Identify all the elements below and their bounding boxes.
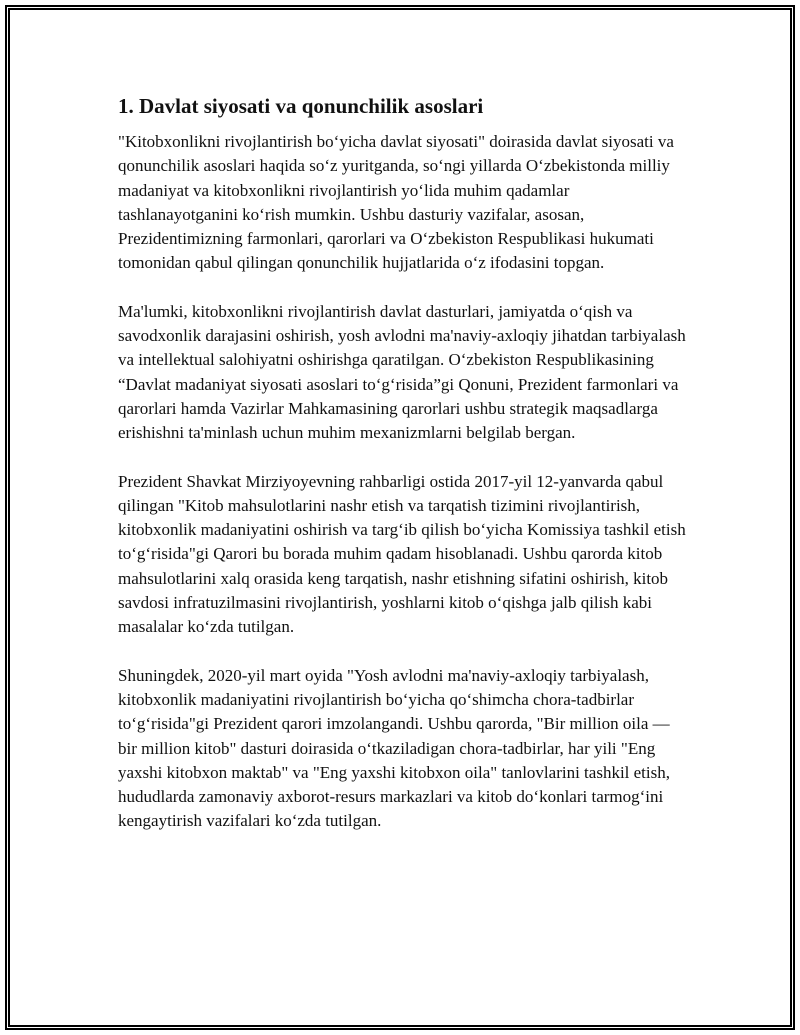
document-body <box>118 93 688 858</box>
section-heading: 1. Davlat siyosati va qonunchilik asoslari <box>118 94 484 118</box>
paragraph-2: Ma'lumki, kitobxonlikni rivojlantirish davlat dasturlari, jamiyatda o‘qish va savodxonlik darajasini oshirish, yosh avlodni ma'naviy-axloqiy jihatdan tarbiyalash va intellektual salohiyatni oshirishga qaratilgan. O‘zbekiston Respublikasining “Davlat madaniyat siyosati asoslari to‘g‘risida”gi Qonuni, Prezident farmonlari va qarorlari hamda Vazirlar Mahkamasining qarorlari ushbu strategik maqsadlarga erishishni ta'minlash uchun muhim mexanizmlarni belgilab bergan. <box>118 301 686 443</box>
paragraph-3: Prezident Shavkat Mirziyoyevning rahbarligi ostida 2017-yil 12-yanvarda qabul qilingan "Kitob mahsulotlarini nashr etish va tarqatish tizimini rivojlantirish, kitobxonlik madaniyatini oshirish va targ‘ib qilish bo‘yicha Komissiya tashkil etish to‘g‘risida"gi Qarori bu borada muhim qadam hisoblanadi. Ushbu qarorda kitob mahsulotlarini xalq orasida keng tarqatish, nashr etishning sifatini oshirish, kitob savdosi infratuzilmasini rivojlantirish, yoshlarni kitob o‘qishga jalb qilish kabi masalalar ko‘zda tutilgan. <box>118 471 686 637</box>
paragraph-4: Shuningdek, 2020-yil mart oyida "Yosh avlodni ma'naviy-axloqiy tarbiyalash, kitobxonlik madaniyatini rivojlantirish bo‘yicha qo‘shimcha chora-tadbirlar to‘g‘risida"gi Prezident qarori imzolangandi. Ushbu qarorda, "Bir million oila — bir million kitob" dasturi doirasida o‘tkaziladigan chora-tadbirlar, har yili "Eng yaxshi kitobxon maktab" va "Eng yaxshi kitobxon oila" tanlovlarini tashkil etish, hududlarda zamonaviy axborot-resurs markazlari va kitob do‘konlari tarmog‘ini kengaytirish vazifalari ko‘zda tutilgan. <box>118 665 670 831</box>
paragraph-1: "Kitobxonlikni rivojlantirish bo‘yicha davlat siyosati" doirasida davlat siyosati va qonunchilik asoslari haqida so‘z yuritganda, so‘ngi yillarda O‘zbekistonda milliy madaniyat va kitobxonlikni rivojlantirish yo‘lida muhim qadamlar tashlanayotganini ko‘rish mumkin. Ushbu dasturiy vazifalar, asosan, Prezidentimizning farmonlari, qarorlari va O‘zbekiston Respublikasi hukumati tomonidan qabul qilingan qonunchilik hujjatlarida o‘z ifodasini topgan. <box>118 132 674 273</box>
